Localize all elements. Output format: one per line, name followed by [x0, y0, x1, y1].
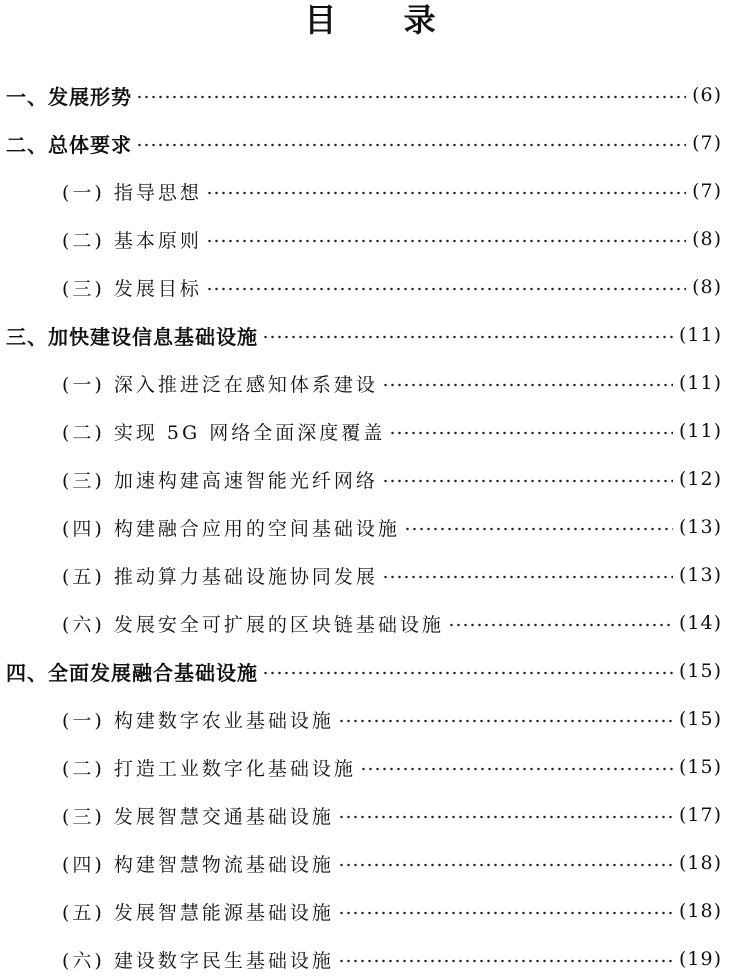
- dot-leader: [404, 527, 673, 531]
- dot-leader: [206, 287, 686, 291]
- toc-entry-page: (13): [678, 564, 722, 586]
- toc-entry-page: (15): [678, 756, 722, 778]
- toc-entry-label: (三) 加速构建高速智能光纤网络: [62, 469, 378, 492]
- toc-entry[interactable]: [62, 414, 722, 448]
- toc-entry-page: (7): [692, 180, 722, 202]
- toc-entry-label: (三) 发展智慧交通基础设施: [62, 805, 334, 828]
- toc-entry-page: (8): [692, 276, 722, 298]
- toc-entry-label: (二) 基本原则: [62, 229, 202, 252]
- toc-entry-page: (15): [678, 708, 722, 730]
- toc-entry[interactable]: [62, 606, 722, 640]
- dot-leader: [206, 191, 686, 195]
- toc-entry-page: (11): [678, 372, 722, 394]
- dot-leader: [338, 911, 673, 915]
- toc-entry-label: (五) 发展智慧能源基础设施: [62, 901, 334, 924]
- toc-entry-label: (二) 实现 5G 网络全面深度覆盖: [62, 421, 386, 444]
- toc-entry-label: (二) 打造工业数字化基础设施: [62, 757, 356, 780]
- dot-leader: [338, 815, 673, 819]
- toc-entry-label: (五) 推动算力基础设施协同发展: [62, 565, 378, 588]
- dot-leader: [382, 383, 673, 387]
- toc-entry[interactable]: [6, 318, 722, 352]
- toc-entry[interactable]: [62, 270, 722, 304]
- toc-entry-label: (一) 指导思想: [62, 181, 202, 204]
- toc-entry-page: (6): [692, 84, 722, 106]
- toc-entry-page: (18): [678, 900, 722, 922]
- dot-leader: [206, 239, 686, 243]
- toc-entry-label: (四) 构建智慧物流基础设施: [62, 853, 334, 876]
- toc-entry[interactable]: [62, 174, 722, 208]
- toc-entry[interactable]: [62, 942, 722, 976]
- toc-entry[interactable]: [62, 750, 722, 784]
- toc-entry[interactable]: [6, 654, 722, 688]
- dot-leader: [448, 623, 673, 627]
- toc-entry-page: (8): [692, 228, 722, 250]
- toc-entry-label: (六) 发展安全可扩展的区块链基础设施: [62, 613, 444, 636]
- toc-entry[interactable]: [62, 366, 722, 400]
- toc-entry-label: (一) 构建数字农业基础设施: [62, 709, 334, 732]
- toc-entry-page: (11): [678, 420, 722, 442]
- dot-leader: [338, 959, 673, 963]
- page-title: 目 录: [304, 1, 464, 39]
- dot-leader: [262, 335, 673, 339]
- dot-leader: [338, 863, 673, 867]
- dot-leader: [382, 479, 673, 483]
- toc-entry[interactable]: [62, 558, 722, 592]
- toc-entry-page: (18): [678, 852, 722, 874]
- toc-entry-label: (六) 建设数字民生基础设施: [62, 949, 334, 972]
- toc-entry-page: (7): [692, 132, 722, 154]
- toc-entry[interactable]: [6, 78, 722, 112]
- dot-leader: [136, 143, 686, 147]
- dot-leader: [389, 431, 673, 435]
- toc-entry-page: (17): [678, 804, 722, 826]
- toc-entry[interactable]: [62, 846, 722, 880]
- toc-entry-page: (13): [678, 516, 722, 538]
- dot-leader: [338, 719, 673, 723]
- toc-entry-page: (15): [678, 660, 722, 682]
- toc-entry-label: 二、总体要求: [6, 132, 132, 157]
- dot-leader: [136, 95, 686, 99]
- toc-entry-page: (11): [678, 324, 722, 346]
- toc-entry[interactable]: [6, 126, 722, 160]
- dot-leader: [360, 767, 673, 771]
- toc-entry[interactable]: [62, 222, 722, 256]
- toc-entry[interactable]: [62, 798, 722, 832]
- toc-entry[interactable]: [62, 702, 722, 736]
- toc-entry-label: 四、全面发展融合基础设施: [6, 660, 258, 685]
- toc-entry-page: (14): [678, 612, 722, 634]
- toc-entry[interactable]: [62, 462, 722, 496]
- dot-leader: [382, 575, 673, 579]
- toc-entry-label: (四) 构建融合应用的空间基础设施: [62, 517, 400, 540]
- toc-entry-label: (三) 发展目标: [62, 277, 202, 300]
- toc-entry-label: 一、发展形势: [6, 84, 132, 109]
- toc-entry-label: (一) 深入推进泛在感知体系建设: [62, 373, 378, 396]
- toc-entry[interactable]: [62, 510, 722, 544]
- toc-entry[interactable]: [62, 894, 722, 928]
- toc-entry-label: 三、加快建设信息基础设施: [6, 324, 258, 349]
- dot-leader: [262, 671, 673, 675]
- toc-entry-page: (19): [678, 948, 722, 970]
- toc-entry-page: (12): [678, 468, 722, 490]
